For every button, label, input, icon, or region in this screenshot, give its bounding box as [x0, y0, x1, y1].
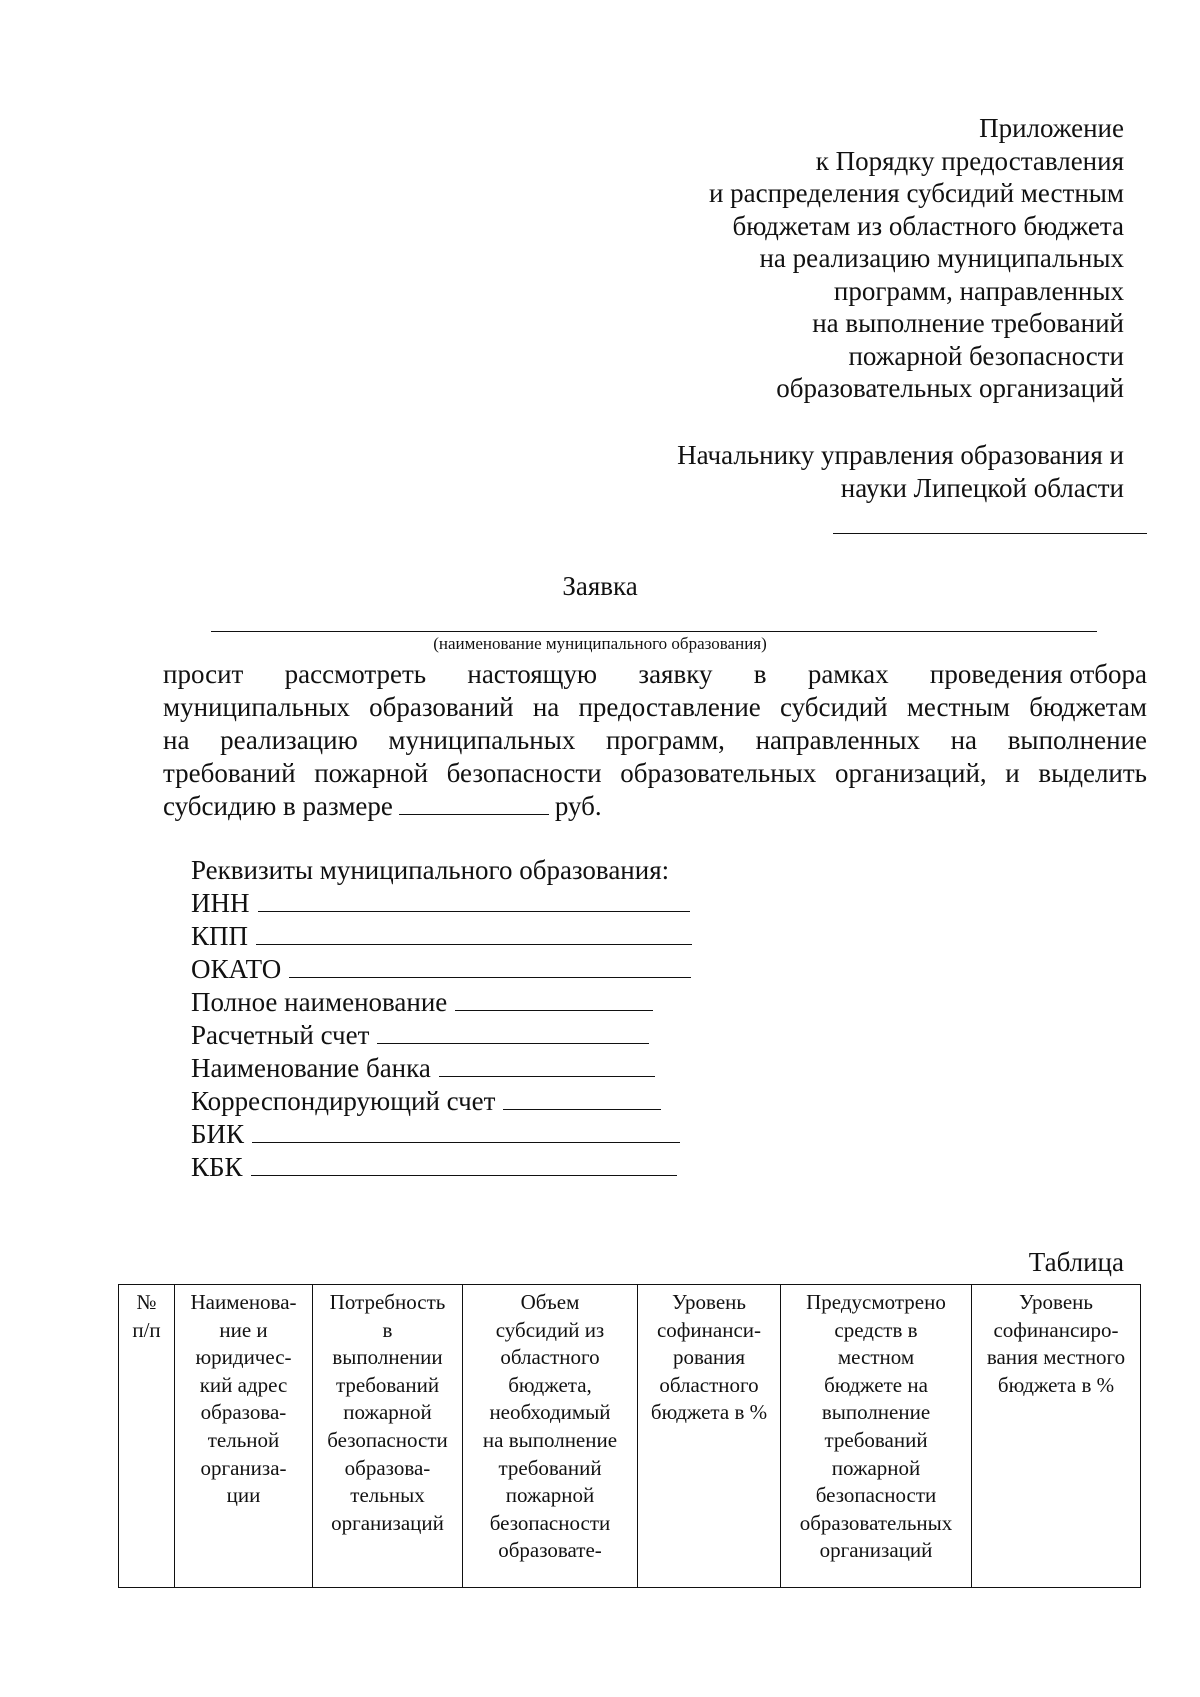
header-text: требований — [824, 1427, 928, 1452]
header-cell — [175, 1285, 313, 1588]
field-label: Полное наименование — [191, 987, 448, 1017]
header-text: бюджета в % — [997, 1372, 1115, 1397]
header-text: софинанси- — [656, 1317, 761, 1342]
requisites-block — [191, 854, 692, 1184]
header-cell — [313, 1285, 463, 1588]
header-text: местном — [837, 1345, 915, 1370]
requisites-heading — [191, 854, 692, 887]
header-text: в — [382, 1317, 393, 1342]
header-text: безопасности — [489, 1510, 611, 1535]
header-text: № — [136, 1290, 157, 1314]
request-word: выполнение — [1007, 725, 1147, 755]
header-text: выполнении — [332, 1345, 443, 1370]
request-line-1 — [163, 658, 1147, 691]
field-label: Наименование банка — [191, 1053, 431, 1083]
full-name-blank[interactable] — [455, 990, 653, 1011]
field-bank-name — [191, 1052, 692, 1085]
header-text: образовате- — [498, 1538, 602, 1563]
appendix-line: программ, направленных — [833, 275, 1124, 306]
header-text: бюджете на — [824, 1372, 928, 1397]
addressee-block — [677, 439, 1124, 505]
header-text: кий адрес — [199, 1372, 288, 1397]
request-word: просит — [163, 659, 244, 689]
request-word: на — [163, 725, 190, 755]
subsidy-amount-label: субсидию в размере — [163, 791, 393, 821]
header-text: п/п — [132, 1317, 161, 1342]
header-text: средств в — [834, 1317, 918, 1342]
request-paragraph — [163, 658, 1147, 823]
appendix-line: пожарной безопасности — [848, 340, 1124, 371]
header-text: субсидий из — [495, 1317, 605, 1342]
field-label: ОКАТО — [191, 954, 282, 984]
request-word: проведения отбора — [929, 659, 1147, 689]
header-text: юридичес- — [195, 1345, 292, 1370]
request-word: рассмотреть — [284, 659, 427, 689]
request-word: направленных — [755, 725, 920, 755]
header-text: образова- — [200, 1400, 287, 1425]
settlement-account-blank[interactable] — [377, 1023, 649, 1044]
field-okato — [191, 953, 692, 986]
header-text: выполнение — [821, 1400, 931, 1425]
field-settlement-account — [191, 1019, 692, 1052]
header-text: требований — [498, 1455, 602, 1480]
addressee-blank-line — [833, 533, 1147, 534]
field-label: КБК — [191, 1152, 243, 1182]
header-text: организаций — [819, 1538, 933, 1563]
municipality-name-caption: (наименование муниципального образования) — [433, 634, 767, 653]
header-text: Объем — [520, 1290, 580, 1314]
header-text: бюджета, — [508, 1372, 592, 1397]
request-word: муниципальных — [388, 725, 576, 755]
field-label: БИК — [191, 1119, 245, 1149]
requisites-heading-text: Реквизиты муниципального образования: — [191, 855, 670, 885]
subsidy-amount-blank[interactable] — [399, 792, 549, 815]
header-text: Уровень — [672, 1290, 746, 1314]
field-bik — [191, 1118, 692, 1151]
bik-blank[interactable] — [252, 1122, 680, 1143]
header-text: пожарной — [831, 1455, 921, 1480]
field-correspondent-account — [191, 1085, 692, 1118]
request-word: в — [753, 659, 767, 689]
request-line-2: муниципальных образований на предоставление субсидий местным бюджетам — [163, 692, 1147, 722]
subsidy-table — [118, 1284, 1141, 1588]
field-full-name — [191, 986, 692, 1019]
currency-label: руб. — [554, 791, 602, 821]
header-text: тельных — [350, 1483, 425, 1508]
header-text: организа- — [200, 1455, 287, 1480]
header-text: Предусмотрено — [806, 1290, 946, 1314]
header-text: требований — [335, 1372, 440, 1397]
request-line-5 — [163, 790, 1147, 823]
addressee-line: Начальнику управления образования и — [677, 440, 1124, 470]
header-text: областного — [659, 1372, 759, 1397]
header-cell — [638, 1285, 781, 1588]
municipality-name-blank-line — [211, 631, 1097, 632]
request-line-4: требований пожарной безопасности образовательных организаций, и выделить — [163, 758, 1147, 788]
header-text: софинансиро- — [993, 1317, 1119, 1342]
field-label: КПП — [191, 921, 249, 951]
header-text: пожарной — [343, 1400, 432, 1425]
appendix-line: на реализацию муниципальных — [759, 243, 1124, 273]
request-word: на — [950, 725, 978, 755]
header-text: ции — [226, 1483, 261, 1508]
request-word: рамках — [807, 659, 889, 689]
header-text: Потребность — [329, 1290, 446, 1314]
appendix-line: на выполнение требований — [812, 308, 1124, 338]
header-text: организаций — [331, 1510, 444, 1535]
appendix-line: бюджетам из областного бюджета — [732, 210, 1124, 241]
header-cell — [119, 1285, 175, 1588]
appendix-line: и распределения субсидий местным — [708, 178, 1124, 208]
appendix-header — [709, 112, 1124, 405]
bank-name-blank[interactable] — [439, 1056, 655, 1077]
request-line-3 — [163, 724, 1147, 757]
header-text: тельной — [207, 1427, 280, 1452]
header-cell — [463, 1285, 638, 1588]
request-word: программ, — [605, 725, 725, 755]
field-inn — [191, 887, 692, 920]
header-text: образова- — [344, 1455, 431, 1480]
table-caption: Таблица — [1028, 1247, 1124, 1277]
correspondent-account-blank[interactable] — [503, 1089, 661, 1110]
header-cell — [781, 1285, 972, 1588]
header-text: безопасности — [815, 1483, 937, 1508]
field-label: ИНН — [191, 888, 250, 918]
table-header-row — [119, 1285, 1141, 1588]
field-kbk — [191, 1151, 692, 1184]
header-text: бюджета в % — [650, 1400, 768, 1425]
field-label: Корреспондирующий счет — [191, 1086, 496, 1116]
header-text: на выполнение — [482, 1427, 618, 1452]
appendix-line: образовательных организаций — [776, 373, 1124, 403]
header-text: рования — [672, 1345, 746, 1370]
inn-blank[interactable] — [258, 891, 690, 912]
header-text: пожарной — [505, 1483, 595, 1508]
header-text: областного — [500, 1345, 600, 1370]
header-text: необходимый — [489, 1400, 611, 1425]
okato-blank[interactable] — [289, 957, 691, 978]
request-word: настоящую — [467, 659, 598, 689]
request-word: реализацию — [220, 725, 358, 755]
header-text: ние и — [219, 1317, 268, 1342]
header-text: Уровень — [1019, 1290, 1093, 1314]
kpp-blank[interactable] — [256, 924, 692, 945]
appendix-line: Приложение — [979, 113, 1124, 143]
appendix-line: к Порядку предоставления — [815, 145, 1124, 176]
header-text: вания местного — [986, 1345, 1126, 1370]
addressee-line: науки Липецкой области — [840, 473, 1124, 503]
kbk-blank[interactable] — [251, 1155, 677, 1176]
field-label: Расчетный счет — [191, 1020, 370, 1050]
header-text: образовательных — [799, 1510, 953, 1535]
header-cell — [972, 1285, 1141, 1588]
header-text: безопасности — [327, 1427, 448, 1452]
document-title: Заявка — [562, 571, 638, 601]
request-word: заявку — [638, 659, 713, 689]
header-text: Наименова- — [190, 1290, 297, 1314]
field-kpp — [191, 920, 692, 953]
